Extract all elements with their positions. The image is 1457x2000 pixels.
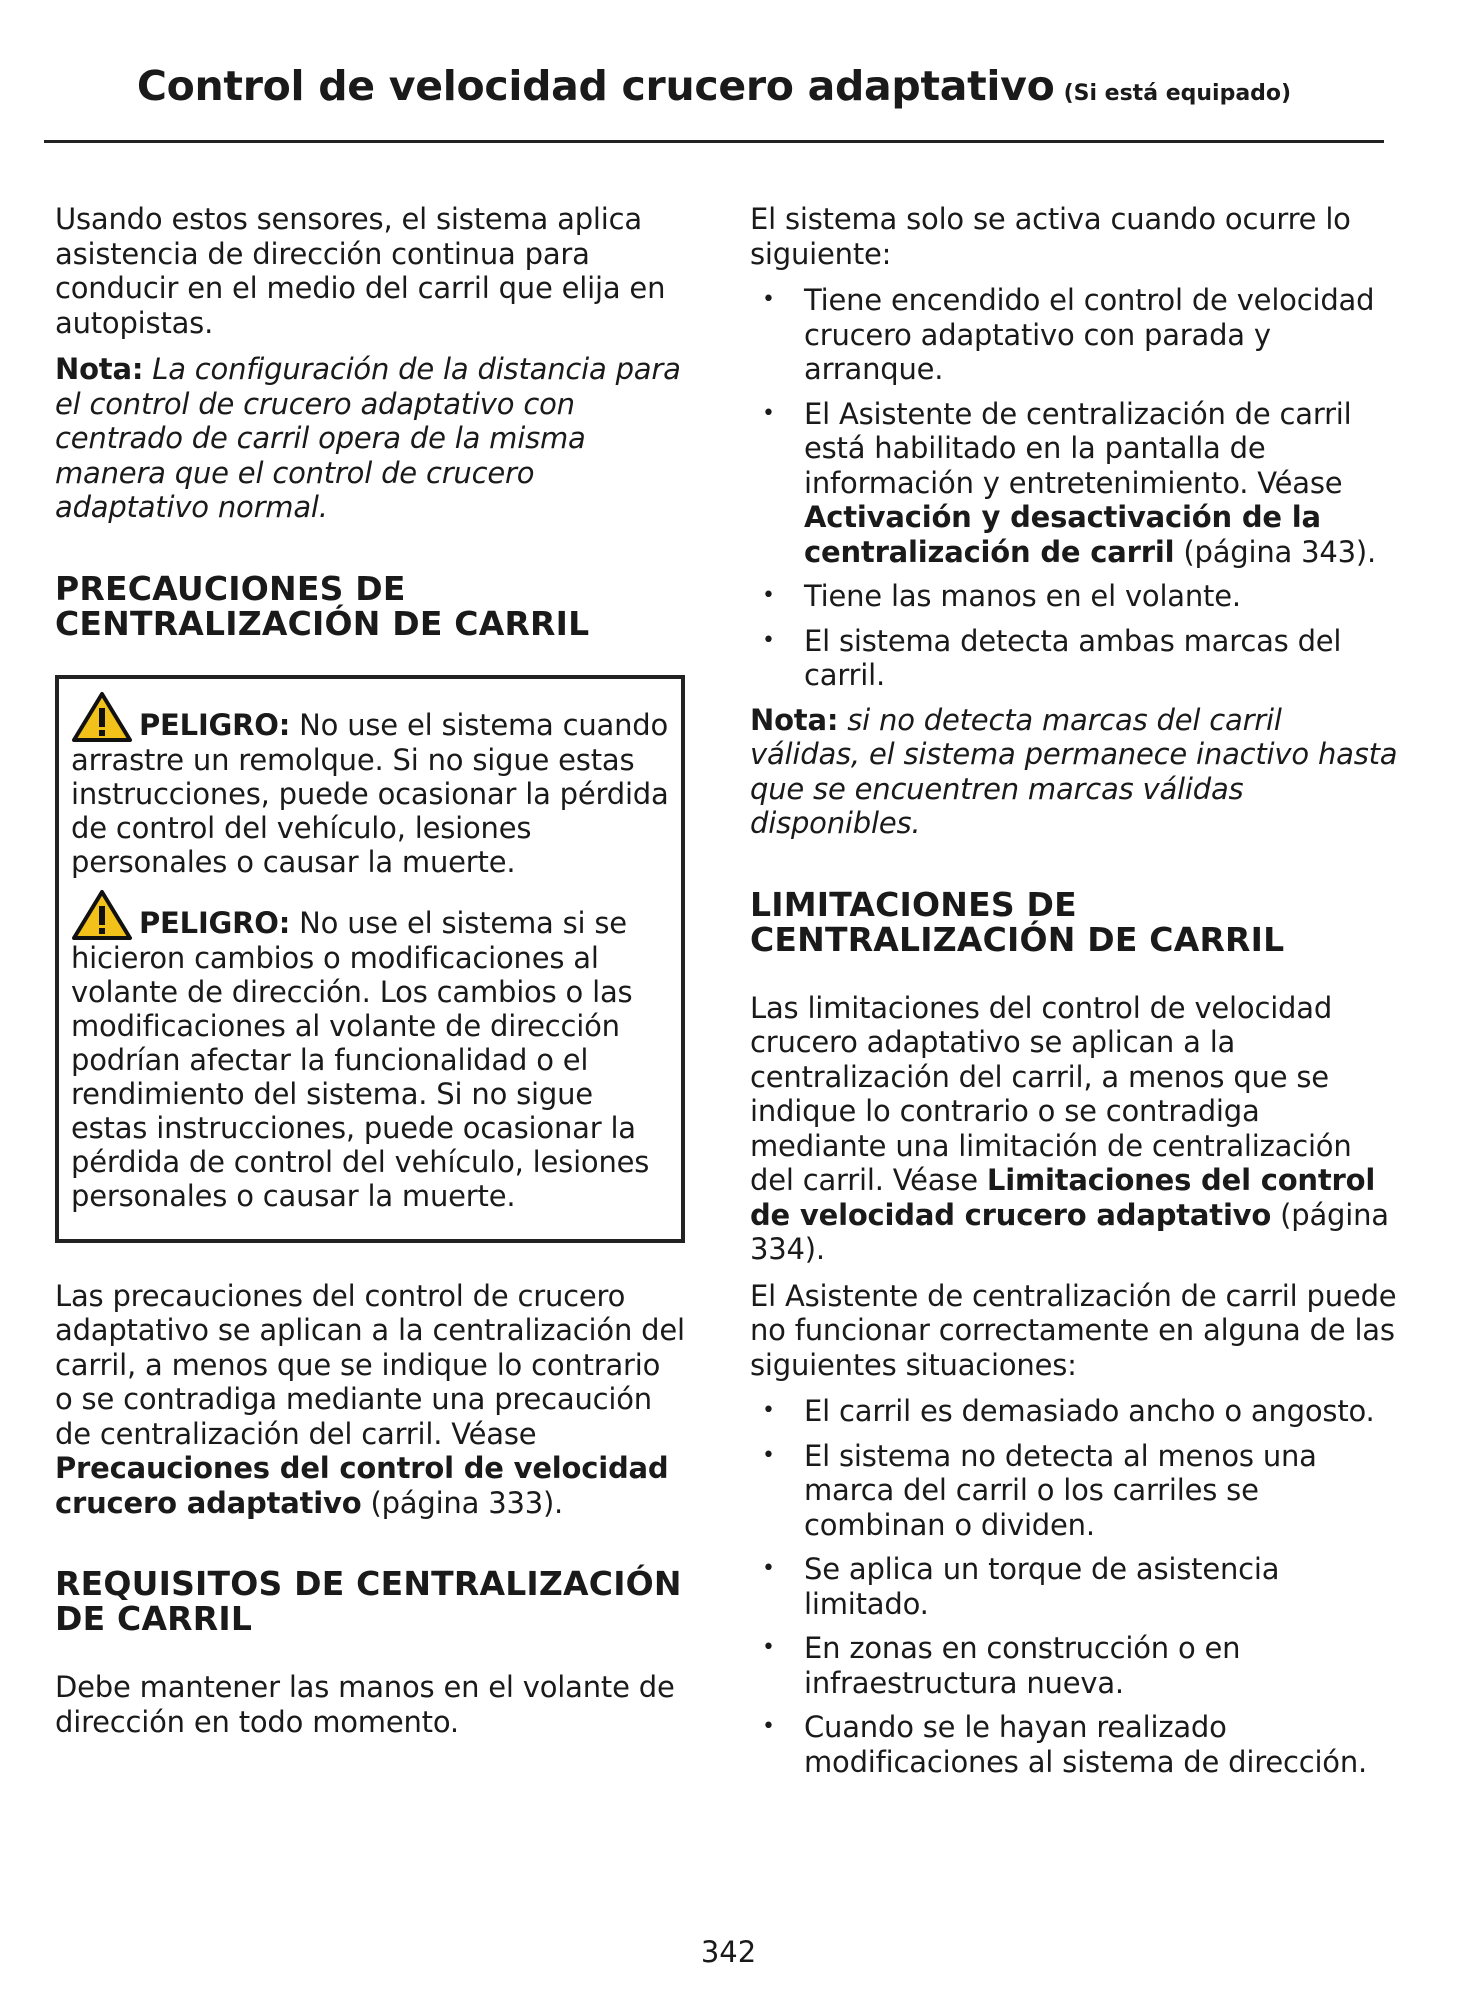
note-text: La configuración de la distancia para el control de crucero adaptativo con centrado de carril opera de la misma manera que el control de crucero adaptativo normal. (55, 352, 681, 524)
precautions-paragraph (55, 1279, 685, 1521)
situations-intro: El Asistente de centralización de carril puede no funcionar correctamente en alguna de las siguientes situaciones: (750, 1278, 1397, 1382)
warning-box (55, 675, 685, 1243)
page-header (44, 62, 1384, 143)
requirements-paragraph: Debe mantener las manos en el volante de dirección en todo momento. (55, 1670, 675, 1739)
warning-item (71, 889, 669, 1213)
situations-list (750, 1394, 1400, 1779)
requirements-heading: REQUISITOS DE CENTRALIZACIÓN DE CARRIL (55, 1564, 682, 1638)
warning-text: No use el sistema si se hicieron cambios o modificaciones al volante de dirección. Los cambios o las modificaciones al volante de dirección podrían afectar la funcionalidad o el rendimiento del sistema. Si no sigue estas instrucciones, puede ocasionar la pérdida de control del vehículo, lesiones personales o causar la muerte. (71, 905, 650, 1213)
warning-label: PELIGRO: (139, 707, 291, 742)
limitations-link[interactable]: Limitaciones del control de velocidad crucero adaptativo (750, 1163, 1376, 1232)
page-title: Control de velocidad crucero adaptativo (136, 62, 1055, 110)
bullet: • (762, 1556, 775, 1581)
bullet: • (762, 1635, 775, 1660)
note-label: Nota: (55, 352, 144, 386)
limitations-paragraph: Las limitaciones del control de velocidad crucero adaptativo se aplican a la centralización del carril, a menos que se indique lo contrario o se contradiga mediante una limitación de centralización del carril. Véase Limitaciones del control de velocidad crucero adaptativo (página 334). (750, 990, 1389, 1266)
bullet: • (762, 583, 775, 608)
list-item: • El sistema detecta ambas marcas del carril. (762, 623, 1342, 692)
left-column (55, 202, 685, 1751)
warning-text: No use el sistema cuando arrastre un remolque. Si no sigue estas instrucciones, puede ocasionar la pérdida de control del vehículo, lesiones personales o causar la muerte. (71, 707, 669, 879)
list-item: • En zonas en construcción o en infraestructura nueva. (762, 1631, 1241, 1700)
precautions-page-ref: (página 333). (370, 1485, 564, 1520)
bullet: • (762, 400, 775, 426)
bullet: • (762, 627, 775, 653)
list-item: • El carril es demasiado ancho o angosto. (762, 1394, 1375, 1428)
bullet: • (762, 1714, 775, 1739)
warning-triangle-icon (71, 691, 133, 743)
warning-triangle-icon (71, 889, 133, 941)
activation-intro: El sistema solo se activa cuando ocurre lo siguiente: (750, 202, 1351, 271)
limitations-heading: LIMITACIONES DE CENTRALIZACIÓN DE CARRIL (750, 884, 1285, 959)
intro-paragraph: Usando estos sensores, el sistema aplica asistencia de dirección continua para conducir en el medio del carril que elija en autopistas. (55, 202, 666, 340)
warning-item (71, 691, 669, 879)
list-item: • Tiene las manos en el volante. (762, 579, 1241, 613)
note-paragraph (750, 703, 1400, 841)
bullet: • (762, 287, 775, 312)
warning-label: PELIGRO: (139, 905, 291, 940)
list-item: • Se aplica un torque de asistencia limitado. (762, 1552, 1280, 1621)
list-item: • Tiene encendido el control de velocidad crucero adaptativo con parada y arranque. (762, 283, 1375, 386)
activation-link[interactable]: Activación y desactivación de la centralización de carril (804, 500, 1321, 569)
bullet: • (762, 1442, 775, 1468)
precautions-heading: PRECAUCIONES DE CENTRALIZACIÓN DE CARRIL (55, 568, 590, 643)
list-item: • El Asistente de centralización de carril está habilitado en la pantalla de información y entretenimiento. Véase Activación y desactivación de la centralización de carril (página 343). (762, 396, 1376, 569)
note-text: si no detecta marcas del carril válidas, el sistema permanece inactivo hasta que se encuentren marcas válidas disponibles. (750, 702, 1398, 840)
precautions-text: Las precauciones del control de crucero adaptativo se aplican a la centralización del carril, a menos que se indique lo contrario o se contradiga mediante una precaución de centralización del carril. Véase (55, 1278, 685, 1451)
note-label: Nota: (750, 702, 839, 737)
precautions-link[interactable]: Precauciones del control de velocidad crucero adaptativo (55, 1451, 669, 1520)
activation-conditions-list (750, 283, 1400, 693)
list-item: • Cuando se le hayan realizado modificaciones al sistema de dirección. (762, 1710, 1368, 1779)
page-number: 342 (700, 1935, 757, 1969)
right-column (750, 202, 1400, 1789)
note-paragraph (55, 352, 685, 525)
page-subtitle: (Si está equipado) (1063, 81, 1292, 106)
bullet: • (762, 1398, 775, 1423)
list-item: • El sistema no detecta al menos una marca del carril o los carriles se combinan o dividen. (762, 1438, 1317, 1542)
